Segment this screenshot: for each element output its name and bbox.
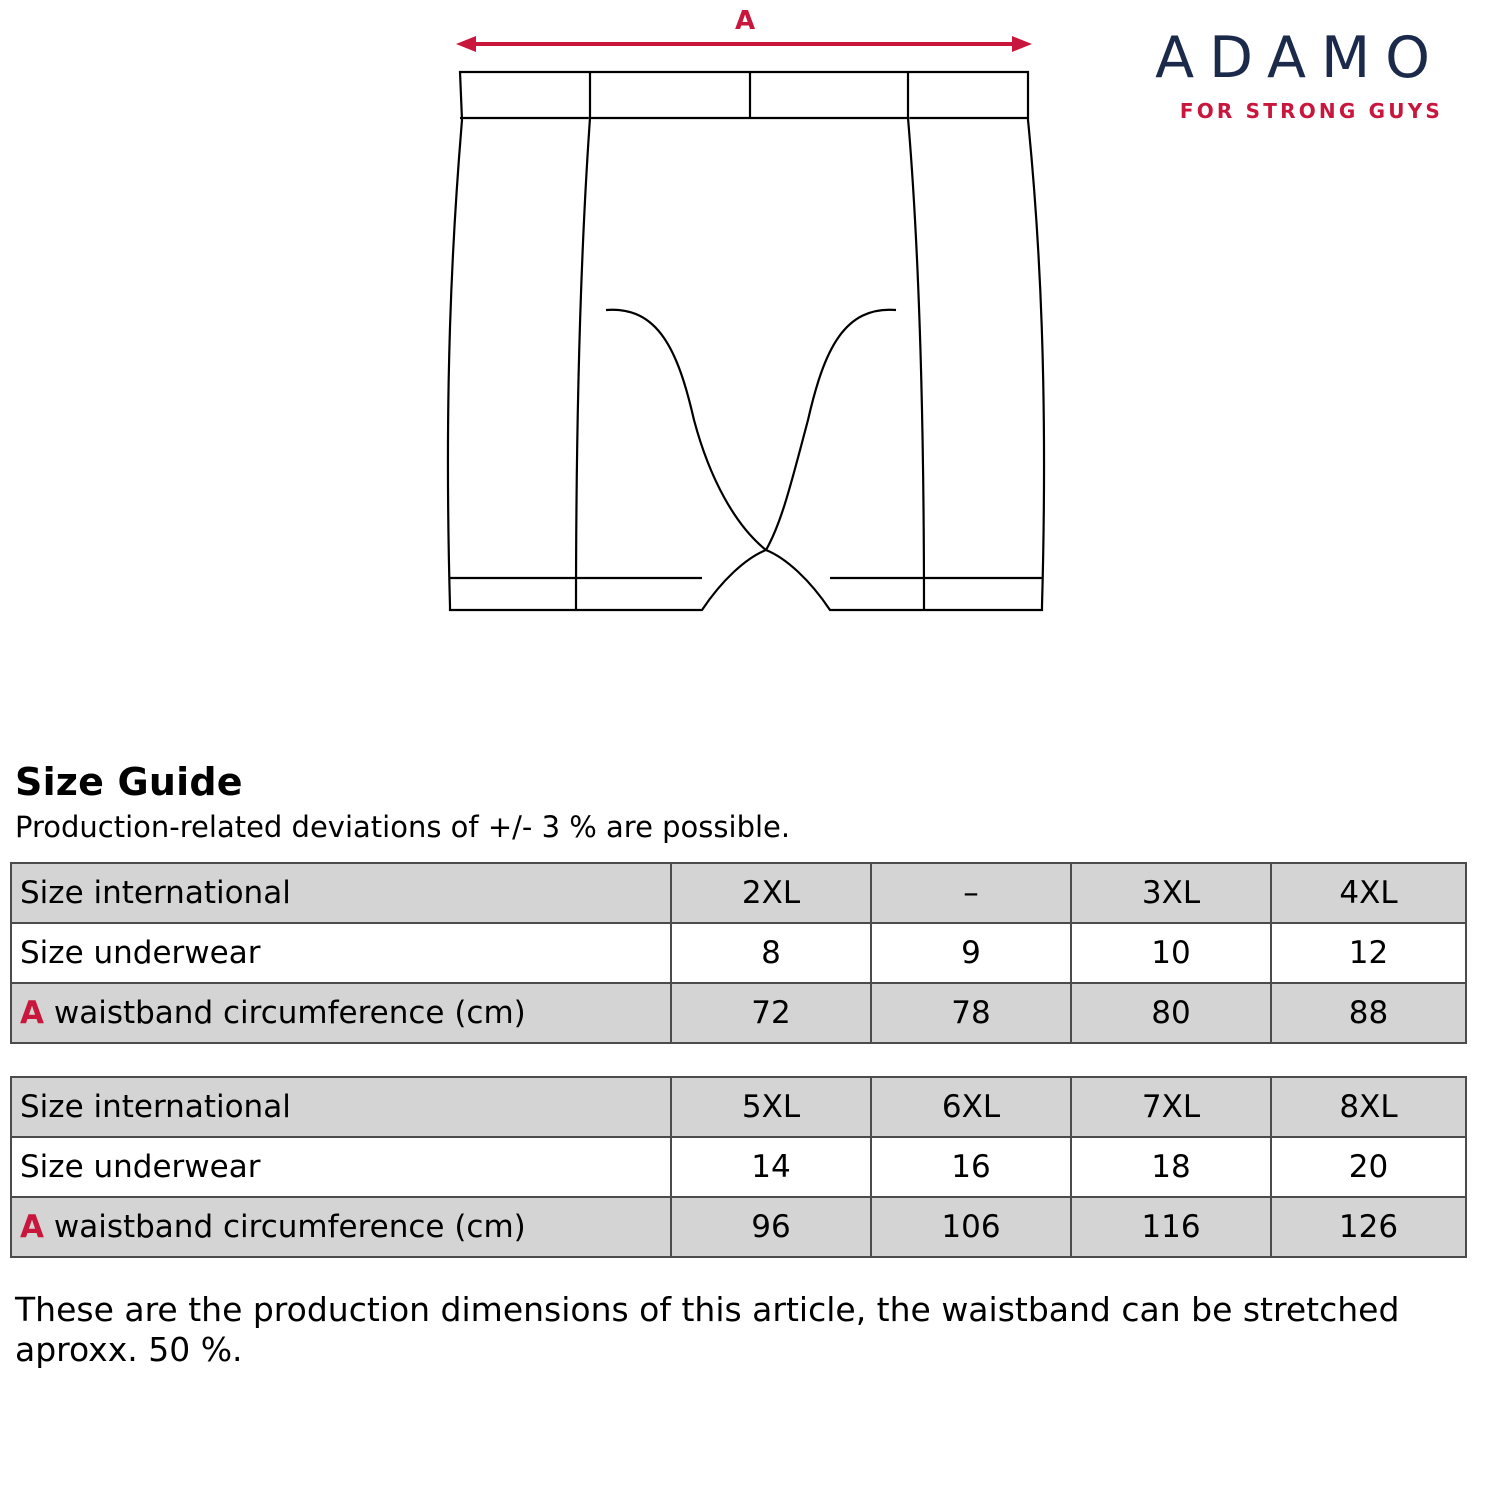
cell-value: 2XL [671,863,871,923]
row-label-waistband [11,1197,671,1257]
cell-value: 3XL [1071,863,1271,923]
marker-a: A [20,1209,44,1245]
row-label: Size international [11,863,671,923]
cell-value: 6XL [871,1077,1071,1137]
table-row [11,983,1466,1043]
measure-arrow-a [456,36,1032,52]
cell-value: 72 [671,983,871,1043]
row-label: Size underwear [11,1137,671,1197]
cell-value: 116 [1071,1197,1271,1257]
row-label: Size international [11,1077,671,1137]
cell-value: 14 [671,1137,871,1197]
size-guide-section [10,760,1470,1369]
brand-logo [1140,25,1445,123]
cell-value: 7XL [1071,1077,1271,1137]
row-label: Size underwear [11,923,671,983]
production-note: These are the production dimensions of this article, the waistband can be stretched aproxx. 50 %. [15,1290,1400,1369]
size-table-1 [10,862,1467,1044]
cell-value: 5XL [671,1077,871,1137]
cell-value: 20 [1271,1137,1466,1197]
marker-a: A [20,995,44,1031]
cell-value: 80 [1071,983,1271,1043]
row-label-waistband [11,983,671,1043]
cell-value: 12 [1271,923,1466,983]
page-title: Size Guide [15,760,243,804]
cell-value: 78 [871,983,1071,1043]
cell-value: 8XL [1271,1077,1466,1137]
cell-value: – [871,863,1071,923]
measure-label-a: A [735,6,757,36]
table-row [11,923,1466,983]
table-row [11,1077,1466,1137]
cell-value: 88 [1271,983,1466,1043]
table-row [11,1197,1466,1257]
table-row [11,1137,1466,1197]
product-illustration [0,0,1500,700]
cell-value: 96 [671,1197,871,1257]
cell-value: 4XL [1271,863,1466,923]
cell-value: 10 [1071,923,1271,983]
row-label-text: waistband circumference (cm) [44,995,526,1031]
boxer-shorts-drawing [430,10,1070,650]
brand-name: ADAMO [1155,25,1445,91]
cell-value: 126 [1271,1197,1466,1257]
cell-value: 18 [1071,1137,1271,1197]
cell-value: 8 [671,923,871,983]
table-row [11,863,1466,923]
cell-value: 9 [871,923,1071,983]
deviation-note: Production-related deviations of +/- 3 % are possible. [15,810,791,844]
row-label-text: waistband circumference (cm) [44,1209,526,1245]
cell-value: 106 [871,1197,1071,1257]
brand-tagline: FOR STRONG GUYS [1179,99,1443,123]
size-table-2 [10,1076,1467,1258]
cell-value: 16 [871,1137,1071,1197]
